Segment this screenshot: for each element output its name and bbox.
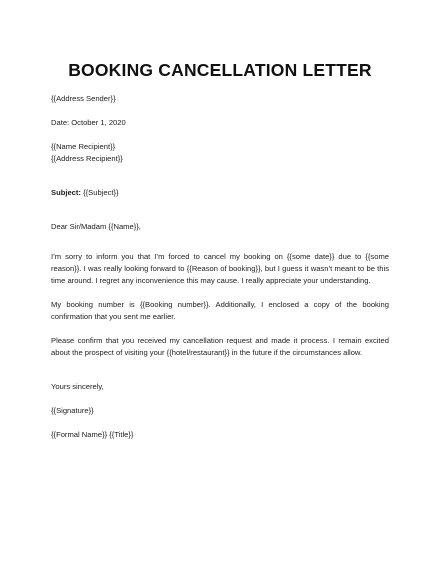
letter-date: Date: October 1, 2020 (51, 118, 126, 127)
subject-line (51, 187, 389, 199)
paragraph-cancellation: I’m sorry to inform you that I’m forced to cancel my booking on {{some date}} due to {{some reason}}. I was really looking forward to {{Reason of booking}}, but I guess it wasn’t meant to be this time around. I regret any inconvenience this may cause. I really appreciate your understanding. (51, 252, 389, 285)
paragraph-booking-number: My booking number is {{Booking number}}. Additionally, I enclosed a copy of the booking confirmation that you sent me earlier. (51, 300, 389, 321)
letter-title: BOOKING CANCELLATION LETTER (68, 60, 372, 80)
salutation: Dear Sir/Madam {{Name}}, (51, 222, 141, 231)
signature: {{Signature}} (51, 406, 94, 415)
formal-name-title: {{Formal Name}} {{Title}} (51, 430, 134, 439)
recipient-address: {{Address Recipient}} (51, 154, 123, 163)
subject-value: {{Subject}} (80, 188, 119, 197)
subject-label: Subject: (51, 188, 81, 197)
closing: Yours sincerely, (51, 382, 104, 391)
letter-body (51, 93, 389, 441)
sender-address: {{Address Sender}} (51, 94, 116, 103)
paragraph-confirmation: Please confirm that you received my cancellation request and made it process. I remain excited about the prospect of visiting your {{hotel/restaurant}} in the future if the circumstances allow. (51, 336, 389, 357)
recipient-name: {{Name Recipient}} (51, 142, 116, 151)
